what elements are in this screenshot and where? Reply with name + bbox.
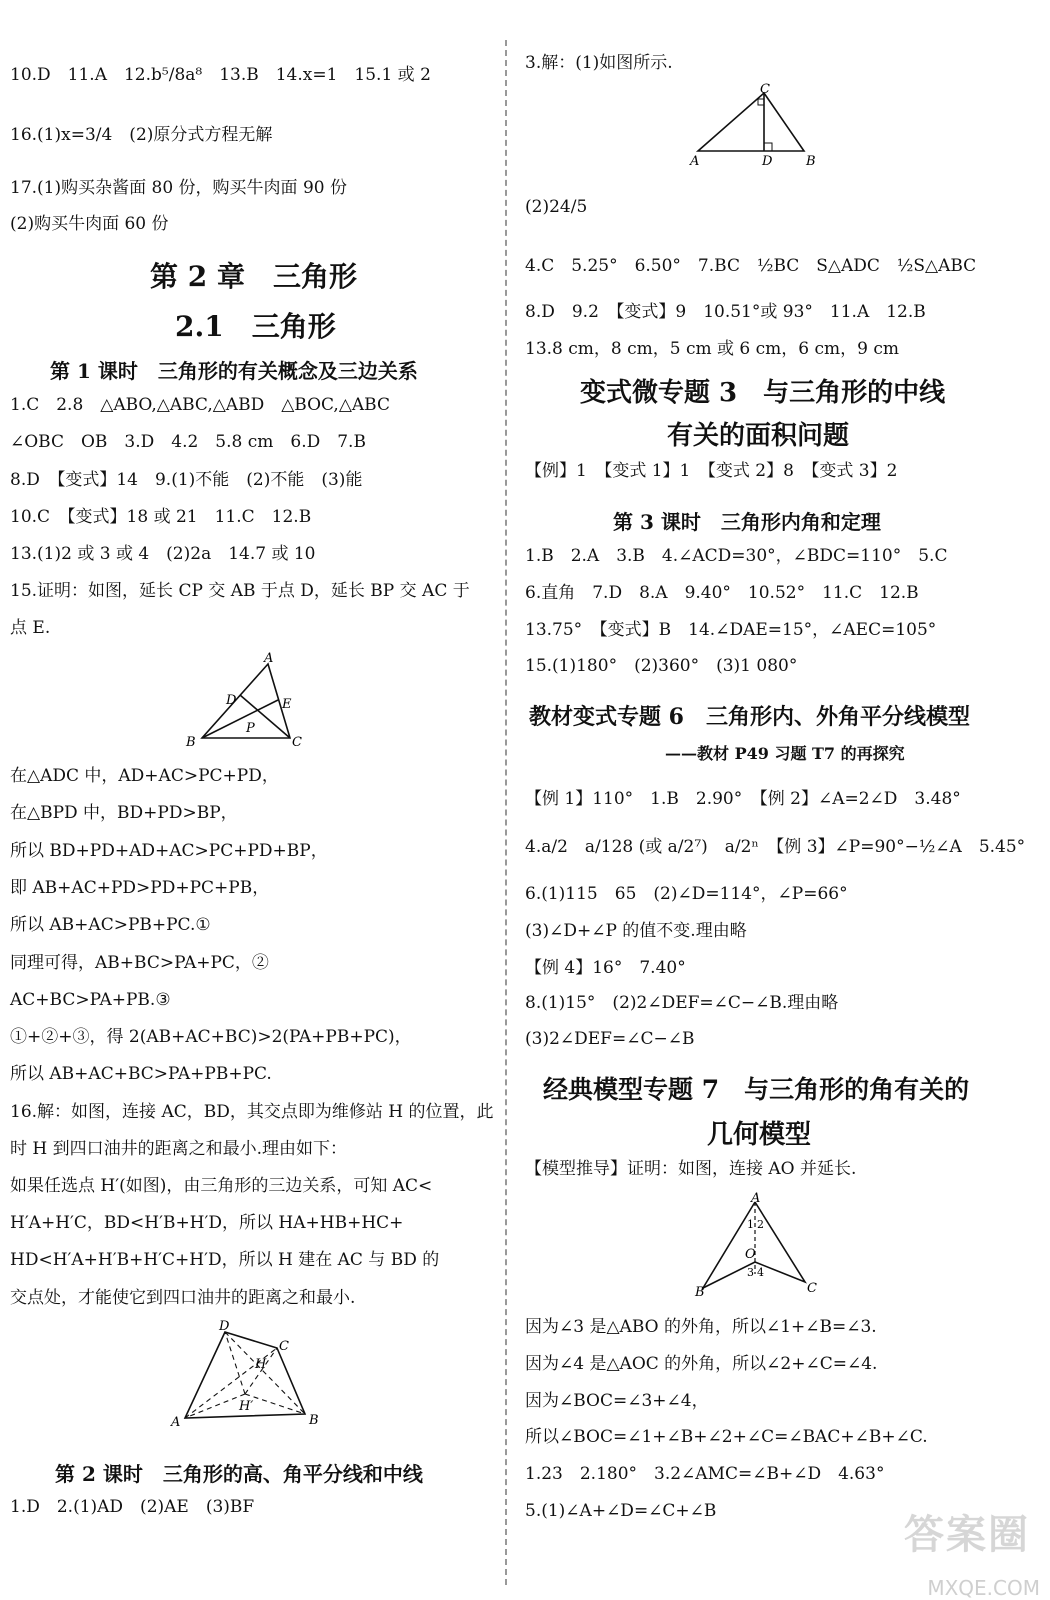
proof-line: 因为∠3 是△ABO 的外角，所以∠1+∠B=∠3. bbox=[525, 1317, 877, 1337]
topic-subtitle: ——教材 P49 习题 T7 的再探究 bbox=[665, 744, 905, 763]
topic-title: 有关的面积问题 bbox=[667, 421, 850, 451]
fig3-label: B bbox=[806, 154, 816, 169]
figure-triangle-abc-p bbox=[180, 652, 320, 752]
fig15-label: D bbox=[226, 693, 237, 708]
answer-line: 时 H 到四口油井的距离之和最小.理由如下： bbox=[10, 1139, 348, 1159]
answer-line: HD<H′A+H′B+H′C+H′D，所以 H 建在 AC 与 BD 的 bbox=[10, 1250, 440, 1270]
fig16-label: D bbox=[219, 1319, 230, 1334]
answer-line: ∠OBC OB 3.D 4.2 5.8 cm 6.D 7.B bbox=[10, 432, 366, 452]
answer-line: (3)∠D+∠P 的值不变.理由略 bbox=[525, 921, 747, 941]
section-title: 2.1 三角形 bbox=[175, 310, 336, 343]
answer-line: 如果任选点 H′(如图)，由三角形的三边关系，可知 AC< bbox=[10, 1176, 433, 1196]
answer-line: 13.(1)2 或 3 或 4 (2)2a 14.7 或 10 bbox=[10, 544, 316, 564]
fig7-label: A bbox=[751, 1191, 761, 1206]
proof-line: 所以 AB+AC>PB+PC.① bbox=[10, 915, 211, 935]
answer-line: 3.解：(1)如图所示. bbox=[525, 53, 673, 73]
fig3-label: A bbox=[690, 154, 700, 169]
figure-dart-model bbox=[695, 1192, 815, 1302]
proof-line: 所以 BD+PD+AD+AC>PC+PD+BP， bbox=[10, 841, 328, 861]
proof-line: ①+②+③，得 2(AB+AC+BC)>2(PA+PB+PC)， bbox=[10, 1027, 412, 1047]
topic-title: 教材变式专题 6 三角形内、外角平分线模型 bbox=[529, 704, 970, 730]
answer-line: (3)2∠DEF=∠C−∠B bbox=[525, 1029, 695, 1049]
fig16-label: A bbox=[171, 1415, 181, 1430]
answer-line: 17.(1)购买杂酱面 80 份，购买牛肉面 90 份 bbox=[10, 178, 347, 198]
answer-line: 1.B 2.A 3.B 4.∠ACD=30°，∠BDC=110° 5.C bbox=[525, 546, 948, 566]
figure-right-triangle-altitude bbox=[690, 82, 830, 170]
proof-line: 在△ADC 中，AD+AC>PC+PD， bbox=[10, 766, 279, 786]
answer-line: 8.D 【变式】14 9.(1)不能 (2)不能 (3)能 bbox=[10, 470, 363, 490]
answer-line: H′A+H′C，BD<H′B+H′D，所以 HA+HB+HC+ bbox=[10, 1213, 404, 1233]
answer-line: 5.(1)∠A+∠D=∠C+∠B bbox=[525, 1501, 717, 1521]
topic-title: 经典模型专题 7 与三角形的角有关的 bbox=[543, 1075, 970, 1104]
answer-line: 15.证明：如图，延长 CP 交 AB 于点 D，延长 BP 交 AC 于 bbox=[10, 581, 470, 601]
proof-line: AC+BC>PA+PB.③ bbox=[10, 990, 171, 1010]
proof-line: 因为∠BOC=∠3+∠4， bbox=[525, 1391, 709, 1411]
answer-line: (2)24/5 bbox=[525, 197, 588, 217]
fig7-label: C bbox=[807, 1281, 817, 1296]
fig16-label: H bbox=[255, 1357, 267, 1372]
proof-line: 在△BPD 中，BD+PD>BP， bbox=[10, 803, 238, 823]
answer-line: 【例】1 【变式 1】1 【变式 2】8 【变式 3】2 bbox=[525, 461, 898, 481]
fig7-label: 4 bbox=[757, 1266, 764, 1279]
fig3-label: D bbox=[762, 154, 773, 169]
answer-line: 4.a/2 a/128 (或 a/2⁷) a/2ⁿ 【例 3】∠P=90°−½∠A 5.45° bbox=[525, 837, 1026, 857]
topic-title: 变式微专题 3 与三角形的中线 bbox=[580, 378, 946, 408]
watermark-url: MXQE.COM bbox=[927, 1576, 1040, 1600]
answer-line: 16.解：如图，连接 AC，BD，其交点即为维修站 H 的位置，此 bbox=[10, 1102, 494, 1122]
answer-line: 1.D 2.(1)AD (2)AE (3)BF bbox=[10, 1497, 255, 1517]
answer-line: (2)购买牛肉面 60 份 bbox=[10, 214, 169, 234]
chapter-title: 第 2 章 三角形 bbox=[150, 260, 357, 293]
fig16-label: H′ bbox=[239, 1399, 254, 1414]
fig16-label: C bbox=[279, 1339, 289, 1354]
fig15-label: B bbox=[186, 735, 196, 750]
answer-line: 6.(1)115 65 (2)∠D=114°，∠P=66° bbox=[525, 884, 848, 904]
fig16-label: B bbox=[309, 1413, 319, 1428]
answer-line: 13.8 cm，8 cm，5 cm 或 6 cm，6 cm，9 cm bbox=[525, 339, 900, 359]
answer-line: 点 E. bbox=[10, 618, 51, 638]
lesson-title: 第 3 课时 三角形内角和定理 bbox=[613, 510, 881, 534]
answer-line: 4.C 5.25° 6.50° 7.BC ½BC S△ADC ½S△ABC bbox=[525, 256, 977, 276]
watermark-logo: 答案圈 bbox=[904, 1512, 1030, 1558]
answer-line: 【模型推导】证明：如图，连接 AO 并延长. bbox=[525, 1159, 857, 1179]
answer-line: 13.75° 【变式】B 14.∠DAE=15°，∠AEC=105° bbox=[525, 620, 937, 640]
proof-line: 同理可得，AB+BC>PA+PC，② bbox=[10, 953, 269, 973]
answer-line: 16.(1)x=3/4 (2)原分式方程无解 bbox=[10, 125, 273, 145]
fig7-label: B bbox=[695, 1285, 705, 1300]
fig7-label: O bbox=[745, 1247, 756, 1262]
fig15-label: C bbox=[292, 735, 302, 750]
proof-line: 即 AB+AC+PD>PD+PC+PB， bbox=[10, 878, 270, 898]
fig7-label: 2 bbox=[757, 1218, 764, 1231]
fig7-label: 1 bbox=[747, 1218, 754, 1231]
answer-line: 10.C 【变式】18 或 21 11.C 12.B bbox=[10, 507, 312, 527]
proof-line: 所以∠BOC=∠1+∠B+∠2+∠C=∠BAC+∠B+∠C. bbox=[525, 1427, 928, 1447]
fig15-label: E bbox=[282, 697, 292, 712]
fig15-label: A bbox=[264, 651, 274, 666]
proof-line: 因为∠4 是△AOC 的外角，所以∠2+∠C=∠4. bbox=[525, 1354, 878, 1374]
proof-line: 所以 AB+AC+BC>PA+PB+PC. bbox=[10, 1064, 272, 1084]
answer-line: 6.直角 7.D 8.A 9.40° 10.52° 11.C 12.B bbox=[525, 583, 919, 603]
answer-line: 【例 1】110° 1.B 2.90° 【例 2】∠A=2∠D 3.48° bbox=[525, 789, 961, 809]
answer-line: 【例 4】16° 7.40° bbox=[525, 958, 686, 978]
lesson-title: 第 2 课时 三角形的高、角平分线和中线 bbox=[55, 1462, 423, 1486]
answer-line: 10.D 11.A 12.b⁵/8a⁸ 13.B 14.x=1 15.1 或 2 bbox=[10, 65, 431, 85]
fig3-label: C bbox=[760, 82, 770, 97]
column-divider bbox=[505, 40, 507, 1585]
fig15-label: P bbox=[246, 721, 255, 736]
answer-line: 8.(1)15° (2)2∠DEF=∠C−∠B.理由略 bbox=[525, 993, 839, 1013]
answer-line: 1.C 2.8 △ABO,△ABC,△ABD △BOC,△ABC bbox=[10, 395, 390, 415]
figure-quadrilateral-abcd bbox=[165, 1320, 335, 1430]
answer-line: 1.23 2.180° 3.2∠AMC=∠B+∠D 4.63° bbox=[525, 1464, 885, 1484]
lesson-title: 第 1 课时 三角形的有关概念及三边关系 bbox=[50, 359, 418, 383]
answer-line: 15.(1)180° (2)360° (3)1 080° bbox=[525, 656, 798, 676]
fig7-label: 3 bbox=[747, 1266, 754, 1279]
answer-line: 交点处，才能使它到四口油井的距离之和最小. bbox=[10, 1288, 356, 1308]
answer-line: 8.D 9.2 【变式】9 10.51°或 93° 11.A 12.B bbox=[525, 302, 926, 322]
topic-title: 几何模型 bbox=[707, 1120, 812, 1150]
